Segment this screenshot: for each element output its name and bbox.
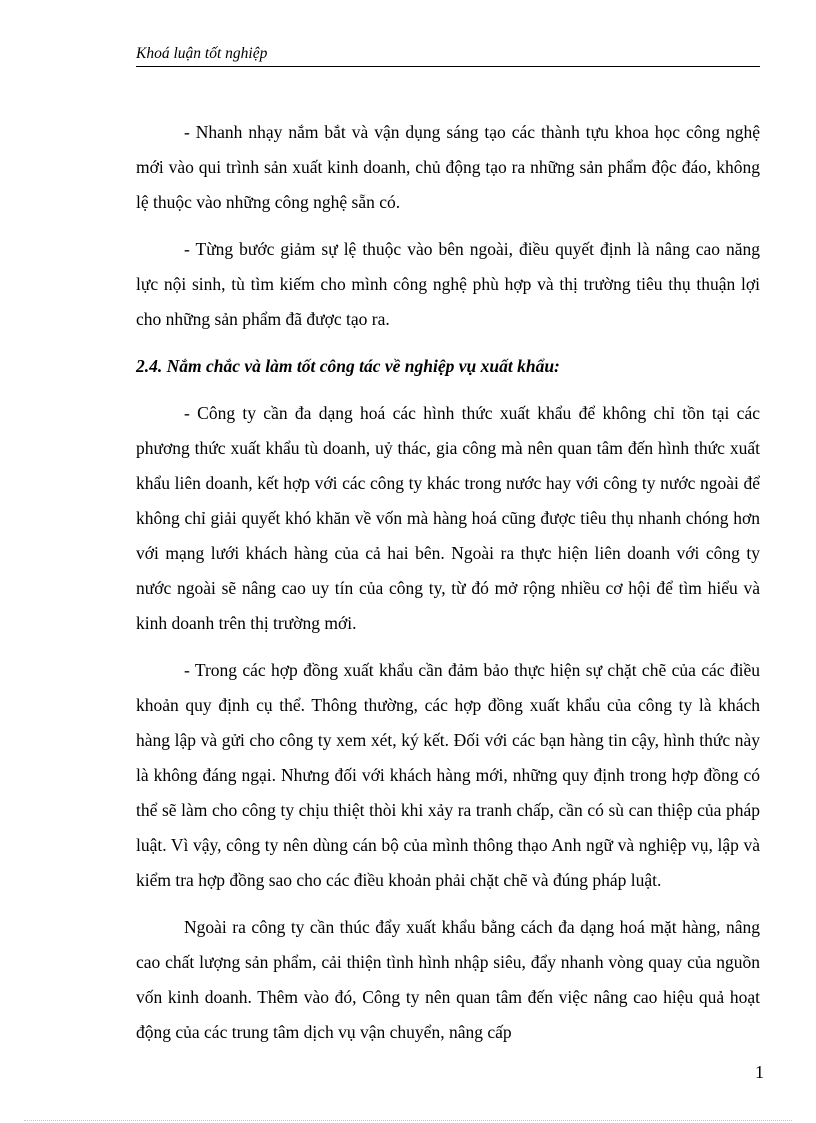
document-body [136,115,760,1062]
paragraph-internal-capacity: - Từng bước giảm sự lệ thuộc vào bên ngoài, điều quyết định là nâng cao năng lực nội sinh, tù tìm kiếm cho mình công nghệ phù hợp và thị trường tiêu thụ thuận lợi cho những sản phẩm đã được tạo ra. [136,239,760,329]
page-header [136,44,760,67]
page-bottom-divider [24,1120,792,1121]
paragraph-contracts: - Trong các hợp đồng xuất khẩu cần đảm bảo thực hiện sự chặt chẽ của các điều khoản quy định cụ thể. Thông thường, các hợp đồng xuất khẩu của công ty là khách hàng lập và gửi cho công ty xem xét, ký kết. Đối với các bạn hàng tin cậy, hình thức này là không đáng ngại. Nhưng đối với khách hàng mới, những quy định trong hợp đồng có thể sẽ làm cho công ty chịu thiệt thòi khi xảy ra tranh chấp, cần có sù can thiệp của pháp luật. Vì vậy, công ty nên dùng cán bộ của mình thông thạo Anh ngữ và nghiệp vụ, lập và kiểm tra hợp đồng sao cho các điều khoản phải chặt chẽ và đúng pháp luật. [136,660,760,890]
page-number: 1 [755,1062,764,1082]
paragraph-technology: - Nhanh nhạy nắm bắt và vận dụng sáng tạo các thành tựu khoa học công nghệ mới vào qui trình sản xuất kinh doanh, chủ động tạo ra những sản phẩm độc đáo, không lệ thuộc vào những công nghệ sẵn có. [136,122,760,212]
paragraph-export-forms: - Công ty cần đa dạng hoá các hình thức xuất khẩu để không chỉ tồn tại các phương thức xuất khẩu tù doanh, uỷ thác, gia công mà nên quan tâm đến hình thức xuất khẩu liên doanh, kết hợp với các công ty khác trong nước hay với công ty nước ngoài để không chỉ giải quyết khó khăn về vốn mà hàng hoá cũng được tiêu thụ nhanh chóng hơn với mạng lưới khách hàng của cả hai bên. Ngoài ra thực hiện liên doanh với công ty nước ngoài sẽ nâng cao uy tín của công ty, từ đó mở rộng nhiều cơ hội để tìm hiểu và kinh doanh trên thị trường mới. [136,403,760,633]
paragraph-promote-exports: Ngoài ra công ty cần thúc đẩy xuất khẩu bằng cách đa dạng hoá mặt hàng, nâng cao chất lượng sản phẩm, cải thiện tình hình nhập siêu, đẩy nhanh vòng quay của nguồn vốn kinh doanh. Thêm vào đó, Công ty nên quan tâm đến việc nâng cao hiệu quả hoạt động của các trung tâm dịch vụ vận chuyển, nâng cấp [136,917,760,1042]
header-title: Khoá luận tốt nghiệp [136,45,268,62]
section-heading: 2.4. Nắm chắc và làm tốt công tác về nghiệp vụ xuất khẩu: [136,356,560,376]
